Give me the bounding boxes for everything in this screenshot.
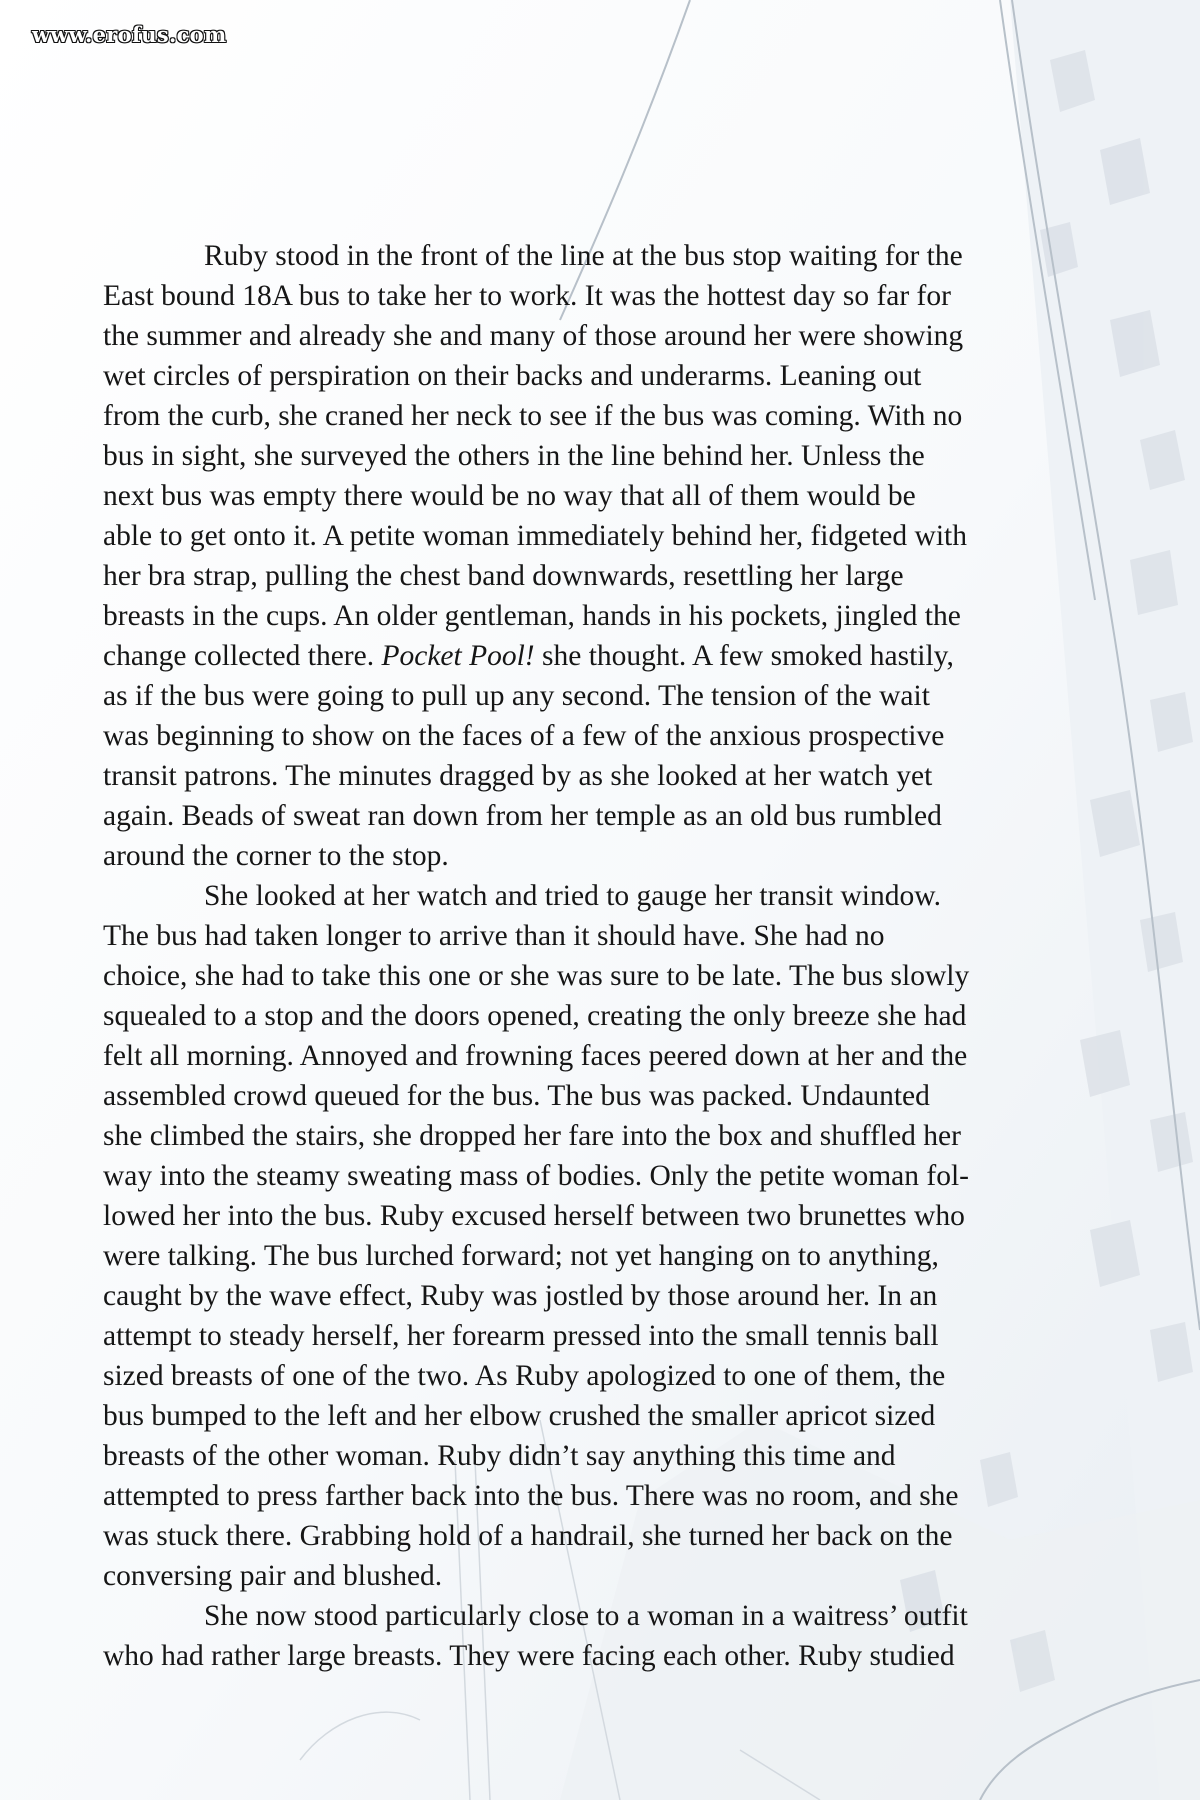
text-line: bus bumped to the left and her elbow crushed the smaller apricot sized xyxy=(103,1400,936,1432)
text-line: East bound 18A bus to take her to work. It was the hottest day so far for xyxy=(103,280,951,312)
story-text xyxy=(103,236,1103,1676)
paragraph xyxy=(103,1596,1103,1676)
text-line: squealed to a stop and the doors opened, creating the only breeze she had xyxy=(103,1000,967,1032)
text-line: the summer and already she and many of those around her were showing xyxy=(103,320,964,352)
text-line: around the corner to the stop. xyxy=(103,840,449,872)
text-line: lowed her into the bus. Ruby excused herself between two brunettes who xyxy=(103,1200,965,1232)
text-line: again. Beads of sweat ran down from her temple as an old bus rumbled xyxy=(103,800,942,832)
text-line: her bra strap, pulling the chest band downwards, resettling her large xyxy=(103,560,904,592)
text-line: next bus was empty there would be no way that all of them would be xyxy=(103,480,916,512)
text-line: from the curb, she craned her neck to see if the bus was coming. With no xyxy=(103,400,963,432)
text-line: felt all morning. Annoyed and frowning faces peered down at her and the xyxy=(103,1040,968,1072)
text-line: choice, she had to take this one or she was sure to be late. The bus slowly xyxy=(103,960,970,992)
text-line: assembled crowd queued for the bus. The bus was packed. Undaunted xyxy=(103,1080,930,1112)
paragraph xyxy=(103,236,1103,876)
text-line: transit patrons. The minutes dragged by as she looked at her watch yet xyxy=(103,760,933,792)
text-line: caught by the wave effect, Ruby was jostled by those around her. In an xyxy=(103,1280,938,1312)
watermark-text: www.erofus.com xyxy=(32,22,227,47)
text-line: She looked at her watch and tried to gauge her transit window. xyxy=(204,880,942,912)
text-line: was stuck there. Grabbing hold of a handrail, she turned her back on the xyxy=(103,1520,953,1552)
text-line: sized breasts of one of the two. As Ruby apologized to one of them, the xyxy=(103,1360,946,1392)
text-line: was beginning to show on the faces of a few of the anxious prospective xyxy=(103,720,945,752)
text-line: Ruby stood in the front of the line at the bus stop waiting for the xyxy=(204,240,963,272)
text-line: wet circles of perspiration on their backs and underarms. Leaning out xyxy=(103,360,922,392)
paragraph xyxy=(103,876,1103,1596)
text-line xyxy=(103,636,1103,676)
text-segment: she thought. A few smoked hastily, xyxy=(534,640,954,672)
text-line: she climbed the stairs, she dropped her fare into the box and shuffled her xyxy=(103,1120,961,1152)
text-line: who had rather large breasts. They were facing each other. Ruby studied xyxy=(103,1640,955,1672)
text-line: conversing pair and blushed. xyxy=(103,1560,443,1592)
text-line: as if the bus were going to pull up any second. The tension of the wait xyxy=(103,680,930,712)
text-line: attempt to steady herself, her forearm pressed into the small tennis ball xyxy=(103,1320,939,1352)
text-line: were talking. The bus lurched forward; not yet hanging on to anything, xyxy=(103,1240,939,1272)
text-line: She now stood particularly close to a woman in a waitress’ outfit xyxy=(204,1600,968,1632)
text-line: The bus had taken longer to arrive than it should have. She had no xyxy=(103,920,885,952)
text-line: able to get onto it. A petite woman immediately behind her, fidgeted with xyxy=(103,520,967,552)
text-line: bus in sight, she surveyed the others in the line behind her. Unless the xyxy=(103,440,925,472)
text-line: way into the steamy sweating mass of bodies. Only the petite woman fol- xyxy=(103,1160,969,1192)
italic-phrase: Pocket Pool! xyxy=(381,640,535,672)
text-line: breasts of the other woman. Ruby didn’t say anything this time and xyxy=(103,1440,896,1472)
text-line: attempted to press farther back into the bus. There was no room, and she xyxy=(103,1480,959,1512)
text-line: breasts in the cups. An older gentleman, hands in his pockets, jingled the xyxy=(103,600,961,632)
text-segment: change collected there. xyxy=(103,640,382,672)
